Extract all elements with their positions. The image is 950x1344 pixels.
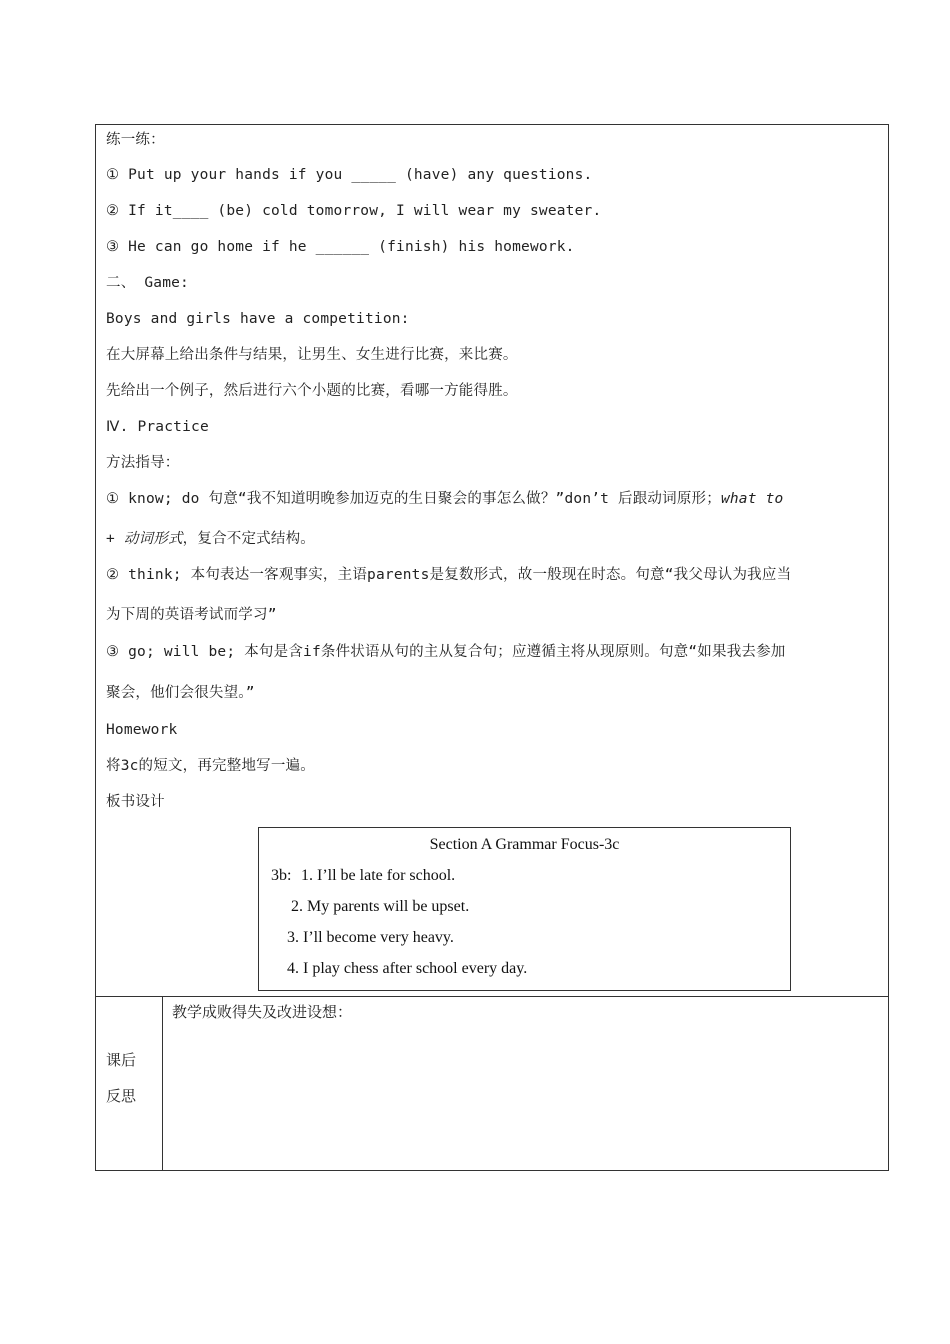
game-heading: 二、 Game:: [106, 275, 189, 291]
lesson-table: [95, 124, 889, 1171]
section4-heading: Ⅳ. Practice: [106, 419, 209, 435]
answer-3-line-2: 聚会，他们会很失望。”: [106, 685, 255, 701]
homework-heading: Homework: [106, 722, 178, 738]
reflection-label-2: 反思: [106, 1087, 137, 1105]
practice-question-2: ② If it____ (be) cold tomorrow, I will wear my sweater.: [106, 203, 602, 219]
board-design-box: [258, 827, 791, 991]
game-line-1: Boys and girls have a competition:: [106, 311, 410, 327]
board-label: 3b:: [271, 867, 292, 884]
board-design-heading: 板书设计: [106, 794, 165, 810]
answer-1-line-1: [106, 489, 783, 509]
practice-question-3: ③ He can go home if he ______ (finish) his homework.: [106, 239, 575, 255]
reflection-label-1: 课后: [106, 1051, 137, 1069]
board-item-2: 2. My parents will be upset.: [291, 898, 470, 915]
reflection-prompt: 教学成败得失及改进设想：: [172, 1003, 353, 1021]
answer-2-line-2: 为下周的英语考试而学习”: [106, 607, 277, 623]
answer-1-italic-2: + 动词形式: [106, 531, 183, 547]
board-item-3: 3. I’ll become very heavy.: [287, 929, 454, 946]
answer-1-italic: what to: [720, 491, 784, 507]
column-divider: [162, 996, 163, 1170]
answer-1-line-2: [106, 529, 315, 549]
board-item-4: 4. I play chess after school every day.: [287, 960, 528, 977]
practice-heading: 练一练：: [106, 132, 165, 148]
method-heading: 方法指导：: [106, 455, 180, 471]
practice-question-1: ① Put up your hands if you _____ (have) any questions.: [106, 167, 593, 183]
homework-text: 将3c的短文，再完整地写一遍。: [106, 758, 315, 774]
answer-2-line-1: ② think; 本句表达一客观事实，主语parents是复数形式，故一般现在时态。句意“我父母认为我应当: [106, 567, 792, 583]
answer-1-text: ① know; do 句意“我不知道明晚参加迈克的生日聚会的事怎么做？”don’t 后跟动词原形；: [106, 491, 721, 507]
table-divider: [96, 996, 888, 997]
answer-1-rest: ，复合不定式结构。: [182, 531, 315, 547]
answer-3-line-1: ③ go; will be; 本句是含if条件状语从句的主从复合句；应遵循主将从现原则。句意“如果我去参加: [106, 644, 786, 660]
game-line-2: 在大屏幕上给出条件与结果，让男生、女生进行比赛，来比赛。: [106, 347, 518, 363]
board-item-1: 1. I’ll be late for school.: [301, 867, 456, 884]
board-title: Section A Grammar Focus-3c: [429, 836, 620, 853]
game-line-3: 先给出一个例子，然后进行六个小题的比赛，看哪一方能得胜。: [106, 383, 518, 399]
